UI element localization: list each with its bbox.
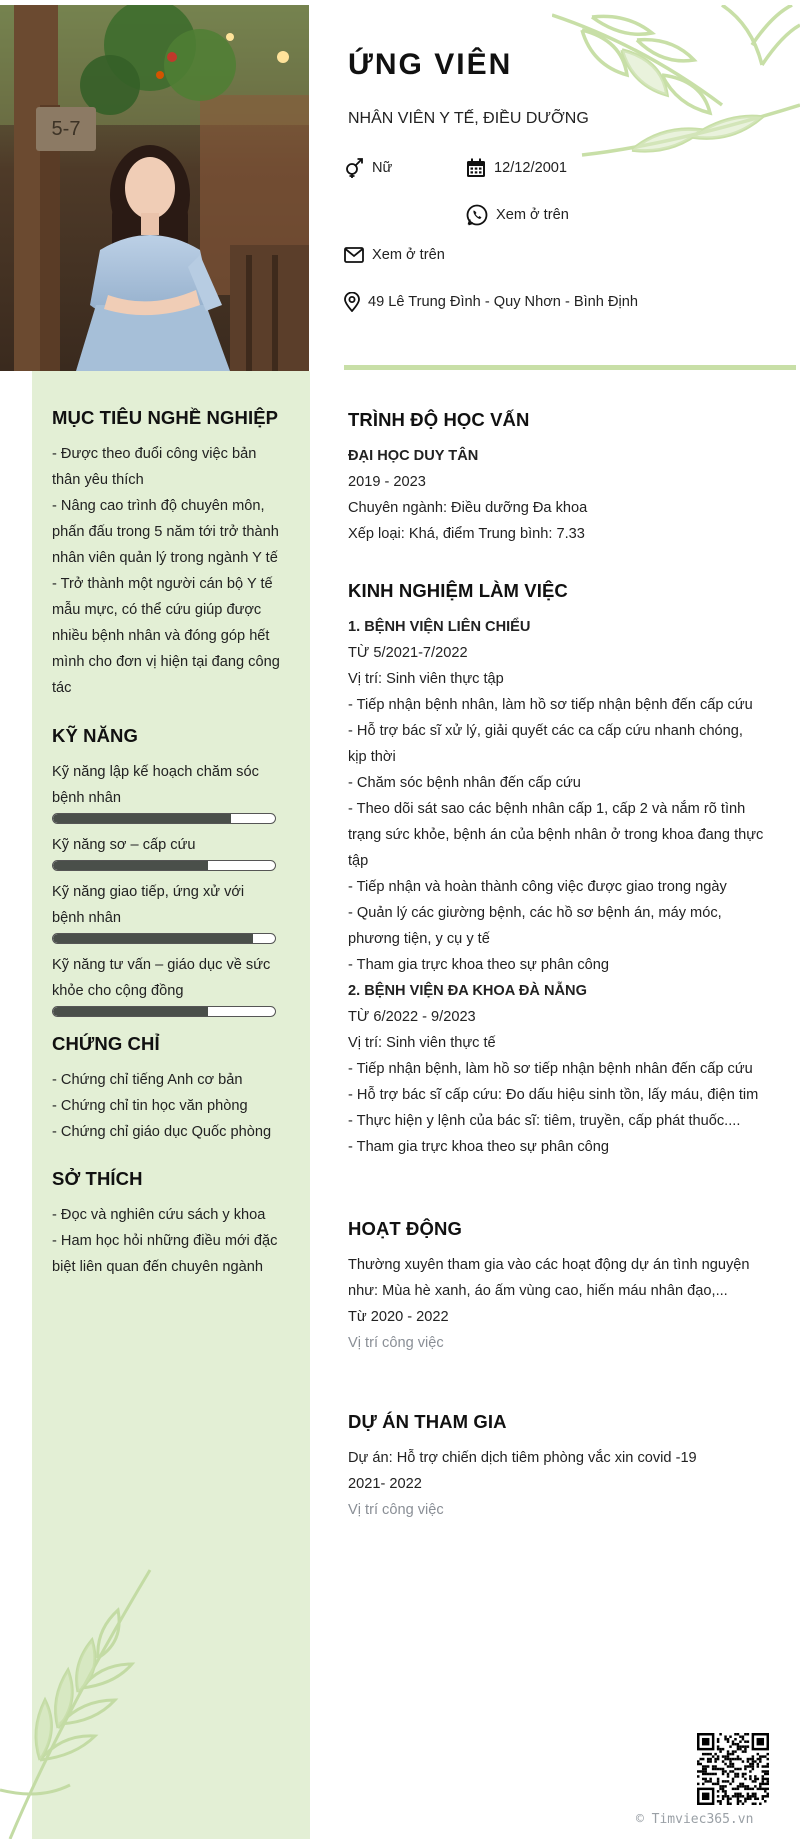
text-line: phấn đấu trong 5 năm tới trở thành [52,524,279,540]
text-line: biệt liên quan đến chuyên ngành [52,1259,263,1275]
skill-level-fill [53,1007,208,1016]
company-name: 2. BỆNH VIỆN ĐA KHOA ĐÀ NẴNG [348,983,587,999]
candidate-name: ỨNG VIÊN [348,48,513,81]
text-line: - Được theo đuổi công việc bản [52,446,257,462]
text-line: - Hỗ trợ bác sĩ cấp cứu: Đo dấu hiệu sinh tồn, lấy máu, điện tim [348,1087,759,1103]
watermark: © Timviec365.vn [636,1812,754,1827]
company-name: 1. BỆNH VIỆN LIÊN CHIỂU [348,619,531,635]
skill-name-line: Kỹ năng sơ – cấp cứu [52,837,196,853]
birthday-info [466,158,567,178]
experience-text [348,614,773,1160]
text-line: Thường xuyên tham gia vào các hoạt động dự án tình nguyện [348,1257,750,1273]
section-title: KINH NGHIỆM LÀM VIỆC [348,580,568,601]
text-line: Dự án: Hỗ trợ chiến dịch tiêm phòng vắc xin covid -19 [348,1450,697,1466]
skill-name-line: Kỹ năng lập kế hoạch chăm sóc [52,764,259,780]
skills-list [52,759,286,1017]
experience-section [348,580,773,1160]
text-line: - Tham gia trực khoa theo sự phân công [348,1139,610,1155]
position-placeholder: Vị trí công việc [348,1502,444,1518]
text-line: thân yêu thích [52,472,144,488]
skill-level-fill [53,814,231,823]
text-line: Xếp loại: Khá, điểm Trung bình: 7.33 [348,526,585,542]
gender-value: Nữ [372,160,393,176]
certificates-section [52,1033,286,1145]
skill-name [52,879,286,931]
text-line: - Quản lý các giường bệnh, các hồ sơ bệnh án, máy móc, [348,905,722,921]
gender-info [344,158,392,178]
skill-item [52,952,286,1017]
text-line: - Tham gia trực khoa theo sự phân công [348,957,610,973]
text-line: - Theo dõi sát sao các bệnh nhân cấp 1, cấp 2 và nắm rõ tình [348,801,746,817]
section-title: TRÌNH ĐỘ HỌC VẤN [348,409,530,430]
projects-text [348,1445,773,1523]
text-line: Vị trí: Sinh viên thực tập [348,671,504,687]
text-line: - Tiếp nhận bệnh nhân, làm hồ sơ tiếp nhận bệnh đến cấp cứu [348,697,753,713]
header-divider [344,365,796,370]
text-line: - Thực hiện y lệnh của bác sĩ: tiêm, truyền, cấp phát thuốc.... [348,1113,741,1129]
text-line: - Trở thành một người cán bộ Y tế [52,576,273,592]
skill-item [52,879,286,944]
text-line: - Chứng chỉ tiếng Anh cơ bản [52,1072,243,1088]
text-line: TỪ 5/2021-7/2022 [348,645,468,661]
skill-name [52,759,286,811]
projects-section [348,1411,773,1523]
text-line: Chuyên ngành: Điều dưỡng Đa khoa [348,500,588,516]
text-line: mẫu mực, có thể cứu giúp được [52,602,262,618]
objective-text [52,441,286,701]
text-line: Vị trí: Sinh viên thực tế [348,1035,496,1051]
text-line: - Ham học hỏi những điều mới đặc [52,1233,278,1249]
section-title: DỰ ÁN THAM GIA [348,1411,507,1432]
gender-icon [344,158,364,178]
section-title: SỞ THÍCH [52,1168,143,1189]
phone-info [466,204,569,226]
skill-item [52,759,286,824]
section-title: KỸ NĂNG [52,725,139,746]
text-line: 2021- 2022 [348,1476,422,1492]
text-line: TỪ 6/2022 - 9/2023 [348,1009,476,1025]
skill-level-fill [53,934,253,943]
email-icon [344,247,364,263]
address-info [344,292,638,312]
calendar-icon [466,158,486,178]
phone-value: Xem ở trên [496,207,569,223]
text-line: - Chứng chỉ tin học văn phòng [52,1098,248,1114]
skill-name-line: Kỹ năng tư vấn – giáo dục về sức [52,957,271,973]
text-line: - Tiếp nhận và hoàn thành công việc được giao trong ngày [348,879,727,895]
skill-name-line: bệnh nhân [52,910,121,926]
qr-code-icon [697,1733,769,1805]
text-line: tác [52,680,72,696]
leaf-decoration-icon [552,5,800,175]
text-line: - Chăm sóc bệnh nhân đến cấp cứu [348,775,581,791]
skills-section [52,725,286,1025]
skill-name-line: khỏe cho cộng đồng [52,983,184,999]
birthday-value: 12/12/2001 [494,160,568,176]
job-title: NHÂN VIÊN Y TẾ, ĐIỀU DƯỠNG [348,110,589,127]
education-text [348,443,773,547]
skill-item [52,832,286,871]
skill-level-bar [52,933,276,944]
text-line: - Tiếp nhận bệnh, làm hồ sơ tiếp nhận bệnh nhân đến cấp cứu [348,1061,753,1077]
position-placeholder: Vị trí công việc [348,1335,444,1351]
text-line: - Hỗ trợ bác sĩ xử lý, giải quyết các ca cấp cứu nhanh chóng, [348,723,743,739]
text-line: như: Mùa hè xanh, áo ấm vùng cao, hiến máu nhân đạo,... [348,1283,728,1299]
svg-text:5-7: 5-7 [51,118,81,140]
hobbies-section [52,1168,286,1280]
school-name: ĐẠI HỌC DUY TÂN [348,448,479,464]
location-icon [344,292,360,312]
email-info [344,247,445,263]
certificates-text [52,1067,286,1145]
skill-level-fill [53,861,208,870]
text-line: Từ 2020 - 2022 [348,1309,449,1325]
activities-text [348,1252,773,1356]
skill-name [52,832,286,858]
text-line: phương tiện, y cụ y tế [348,931,490,947]
text-line: nhân viên quản lý trong ngành Y tế [52,550,278,566]
text-line: - Nâng cao trình độ chuyên môn, [52,498,265,514]
career-objective-section [52,407,286,701]
candidate-photo [0,5,309,371]
hobbies-text [52,1202,286,1280]
text-line: - Đọc và nghiên cứu sách y khoa [52,1207,266,1223]
text-line: - Chứng chỉ giáo dục Quốc phòng [52,1124,272,1140]
text-line: kịp thời [348,749,396,765]
section-title: MỤC TIÊU NGHỀ NGHIỆP [52,407,279,428]
text-line: 2019 - 2023 [348,474,426,490]
phone-icon [466,204,488,226]
section-title: HOẠT ĐỘNG [348,1218,462,1239]
text-line: tập [348,853,369,869]
skill-level-bar [52,1006,276,1017]
education-section [348,409,773,547]
text-line: mình cho đơn vị hiện tại đang công [52,654,280,670]
activities-section [348,1218,773,1356]
address-value: 49 Lê Trung Đình - Quy Nhơn - Bình Định [368,294,638,310]
skill-name [52,952,286,1004]
skill-name-line: bệnh nhân [52,790,121,806]
text-line: trạng sức khỏe, bệnh án của bệnh nhân ở trong khoa đang thực [348,827,764,843]
skill-name-line: Kỹ năng giao tiếp, ứng xử với [52,884,245,900]
skill-level-bar [52,813,276,824]
skill-level-bar [52,860,276,871]
leaf-decoration-icon [0,1560,160,1839]
text-line: nhiều bệnh nhân và đóng góp hết [52,628,270,644]
section-title: CHỨNG CHỈ [52,1033,160,1054]
email-value: Xem ở trên [372,247,445,263]
